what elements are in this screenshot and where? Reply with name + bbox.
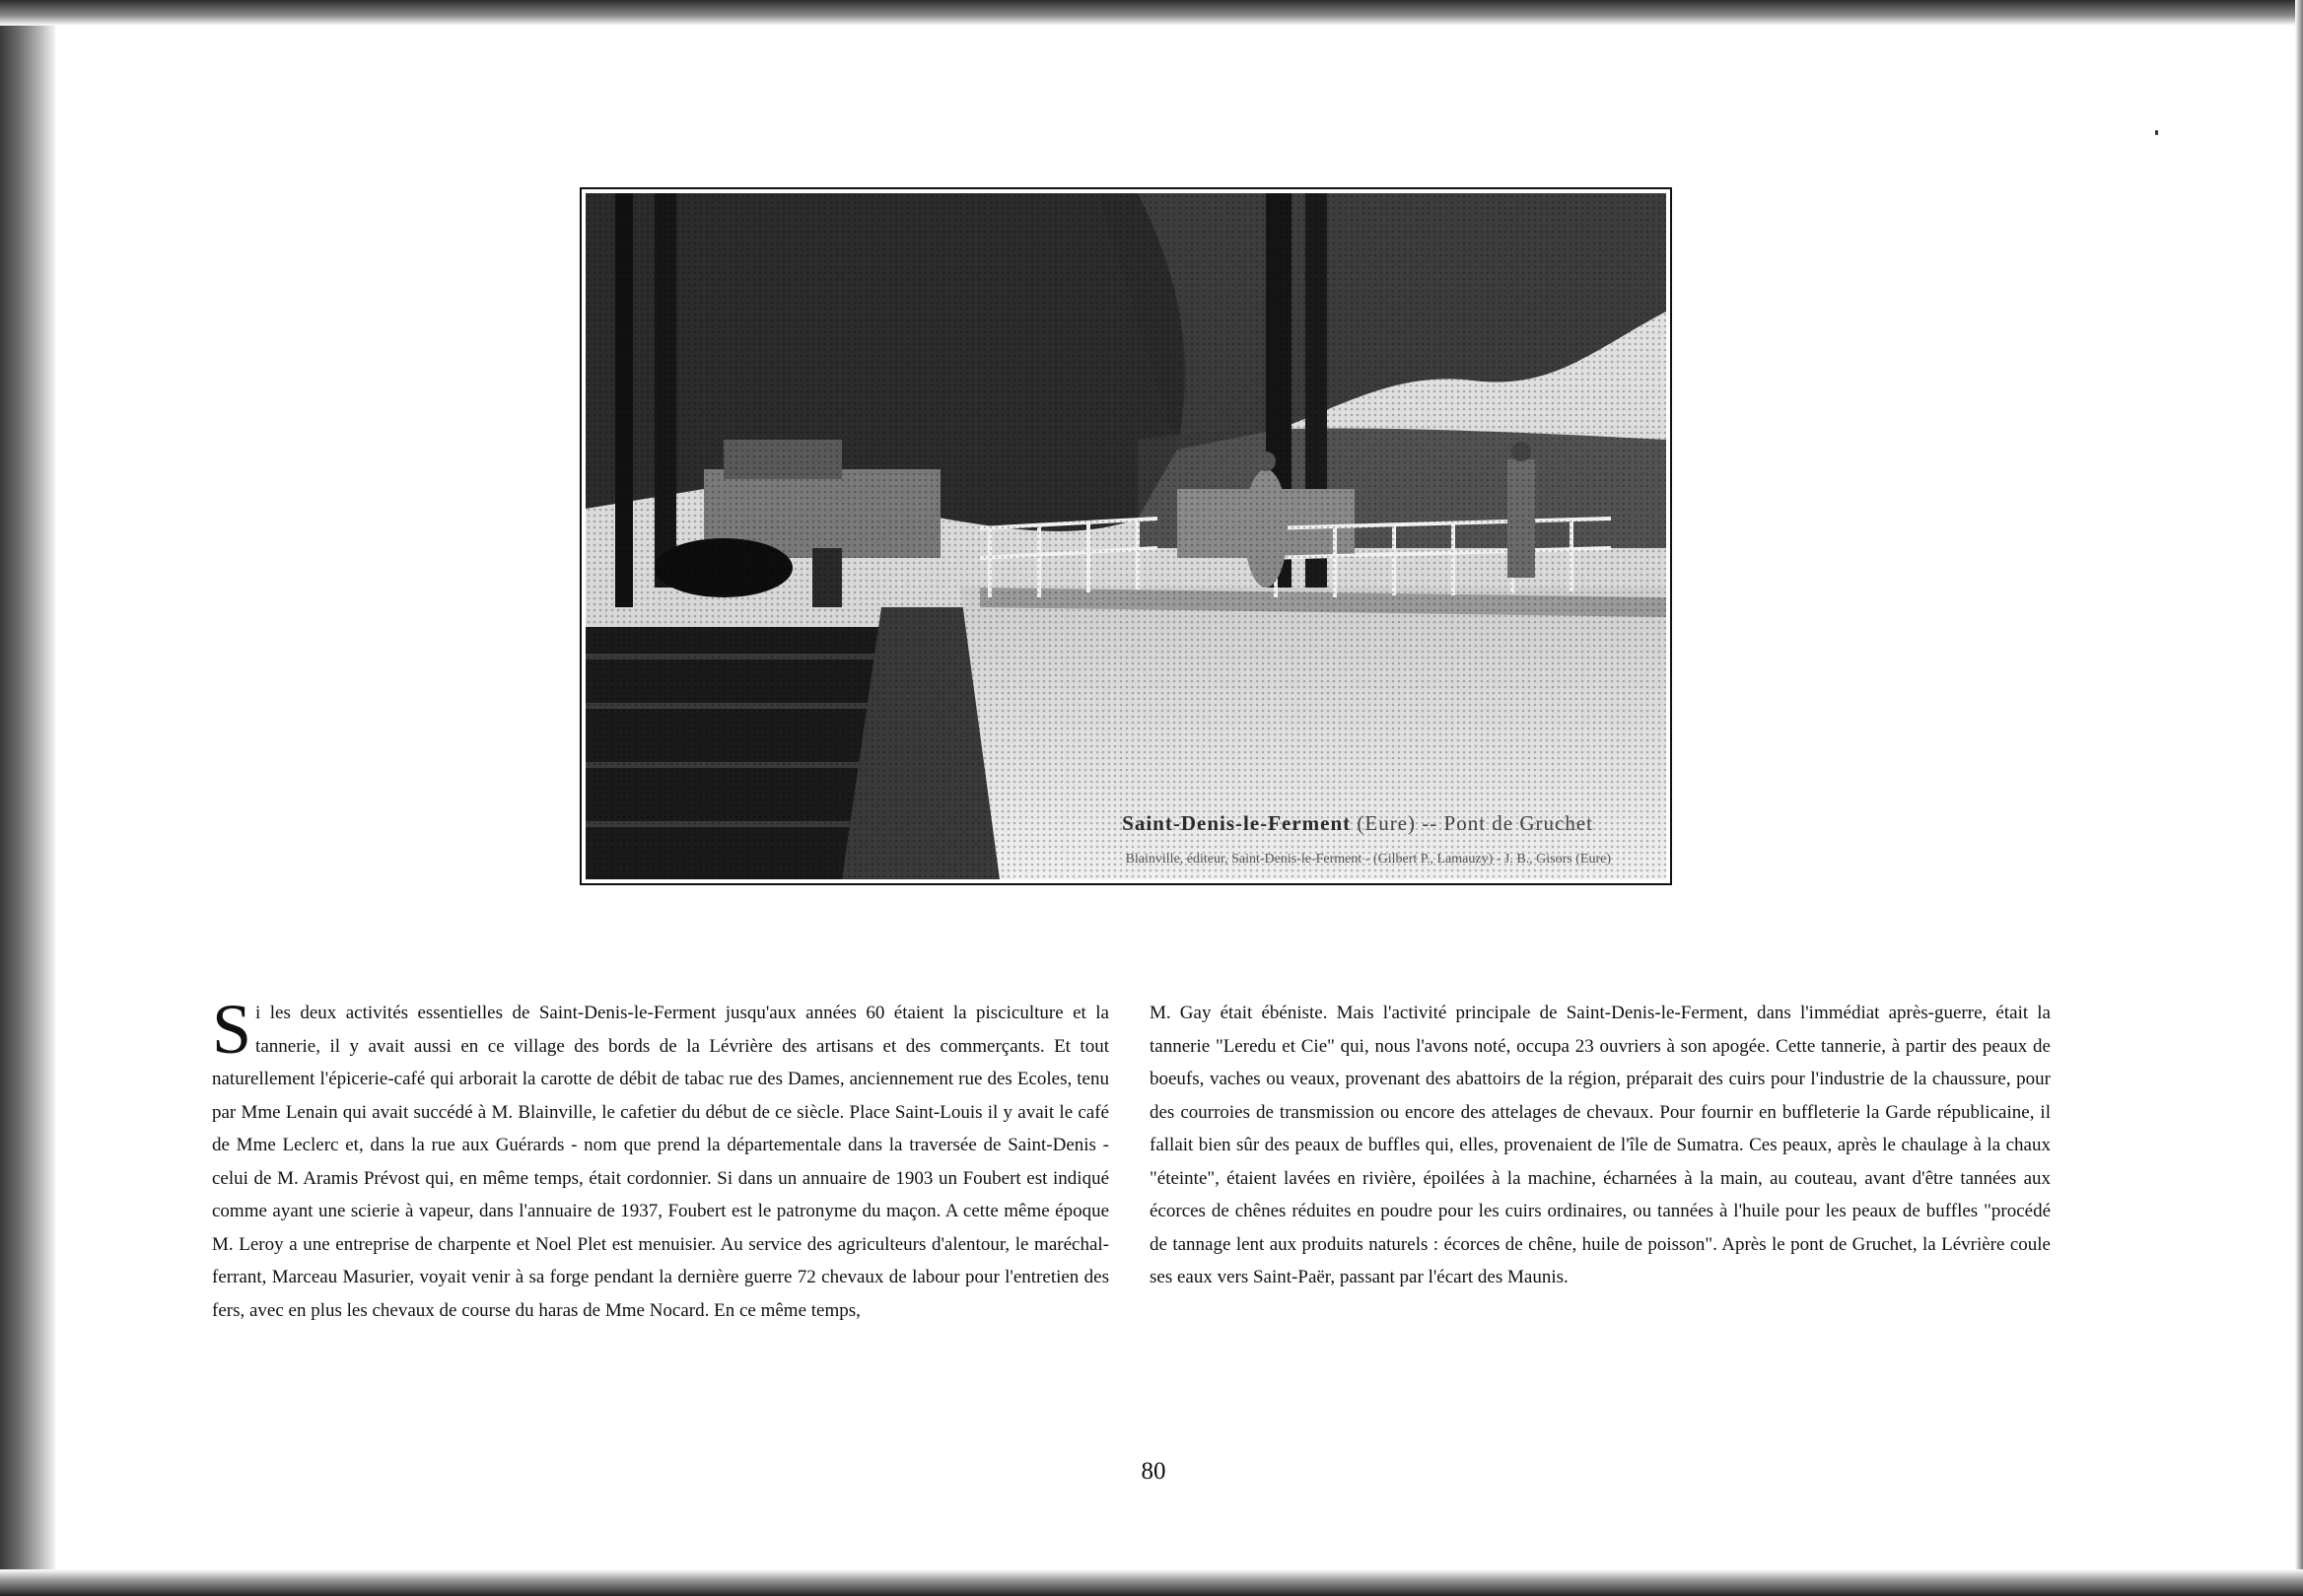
- text-column-right: [1150, 997, 2051, 1294]
- drop-cap: S: [212, 990, 252, 1069]
- caption-title: Saint-Denis-le-Ferment: [1122, 811, 1352, 835]
- caption-region: (Eure): [1357, 811, 1417, 835]
- scan-bottom-edge: [0, 1569, 2303, 1596]
- caption-place: Pont de Gruchet: [1443, 811, 1593, 835]
- paragraph-left: [212, 990, 1109, 1327]
- page-number: 80: [1141, 1458, 1166, 1485]
- caption-separator: --: [1422, 811, 1438, 835]
- photo-credit: Blainville, éditeur, Saint-Denis-le-Ferment - (Gilbert P., Lamauzy) - J. B., Gisors (Eure): [1125, 852, 1611, 867]
- photo-caption: [1122, 811, 1593, 836]
- text-column-left: [212, 990, 1109, 1327]
- scan-right-edge: [2295, 0, 2303, 1596]
- paragraph-left-body: i les deux activités essentielles de Saint-Denis-le-Ferment jusqu'aux années 60 étaient la pisciculture et la tannerie, il y avait aussi en ce village des bords de la Lévrière des artisans et des commerçants. Et tout naturellement l'épicerie-café qui arborait la carotte de débit de tabac rue des Dames, anciennement rue des Ecoles, tenu par Mme Lenain qui avait succédé à M. Blainville, le cafetier du début de ce siècle. Place Saint-Louis il y avait le café de Mme Leclerc et, dans la rue aux Guérards - nom que prend la départementale dans la traversée de Saint-Denis - celui de M. Aramis Prévost qui, en même temps, était cordonnier. Si dans un annuaire de 1903 un Foubert est indiqué comme ayant une scierie à vapeur, dans l'annuaire de 1937, Foubert est le patronyme du maçon. A cette même époque M. Leroy a une entreprise de charpente et Noel Plet est menuisier. Au service des agriculteurs d'alentour, le maréchal-ferrant, Marceau Masurier, voyait venir à sa forge pendant la dernière guerre 72 chevaux de labour pour l'entretien des fers, avec en plus les chevaux de course du haras de Mme Nocard. En ce même temps,: [212, 1003, 1109, 1321]
- paragraph-right: M. Gay était ébéniste. Mais l'activité principale de Saint-Denis-le-Ferment, dans l'immédiat après-guerre, était la tannerie "Leredu et Cie" qui, nous l'avons noté, occupa 23 ouvriers à son apogée. Cette tannerie, à partir des peaux de boeufs, vaches ou veaux, provenant des abattoirs de la région, préparait des cuirs pour l'industrie de la chaussure, pour des courroies de transmission ou encore des attelages de chevaux. Pour fournir en buffleterie la Garde républicaine, il fallait bien sûr des peaux de buffles qui, elles, provenaient de l'île de Sumatra. Ces peaux, après le chaulage à la chaux "éteinte", étaient lavées en rivière, époilées à la machine, écharnées à la main, au couteau, avant d'être tannées aux écorces de chênes réduites en poudre pour les cuirs ordinaires, ou tannées à l'huile pour les peaux de buffles "procédé de tannage lent aux produits naturels : écorces de chêne, huile de poisson". Après le pont de Gruchet, la Lévrière coule ses eaux vers Saint-Paër, passant par l'écart des Maunis.: [1150, 1003, 2051, 1287]
- bridge-scene-illustration: [586, 193, 1666, 879]
- book-gutter-shadow: [0, 0, 55, 1596]
- postcard-photo: [580, 187, 1672, 885]
- scan-top-edge: [0, 0, 2303, 26]
- scan-speck: [2155, 130, 2158, 135]
